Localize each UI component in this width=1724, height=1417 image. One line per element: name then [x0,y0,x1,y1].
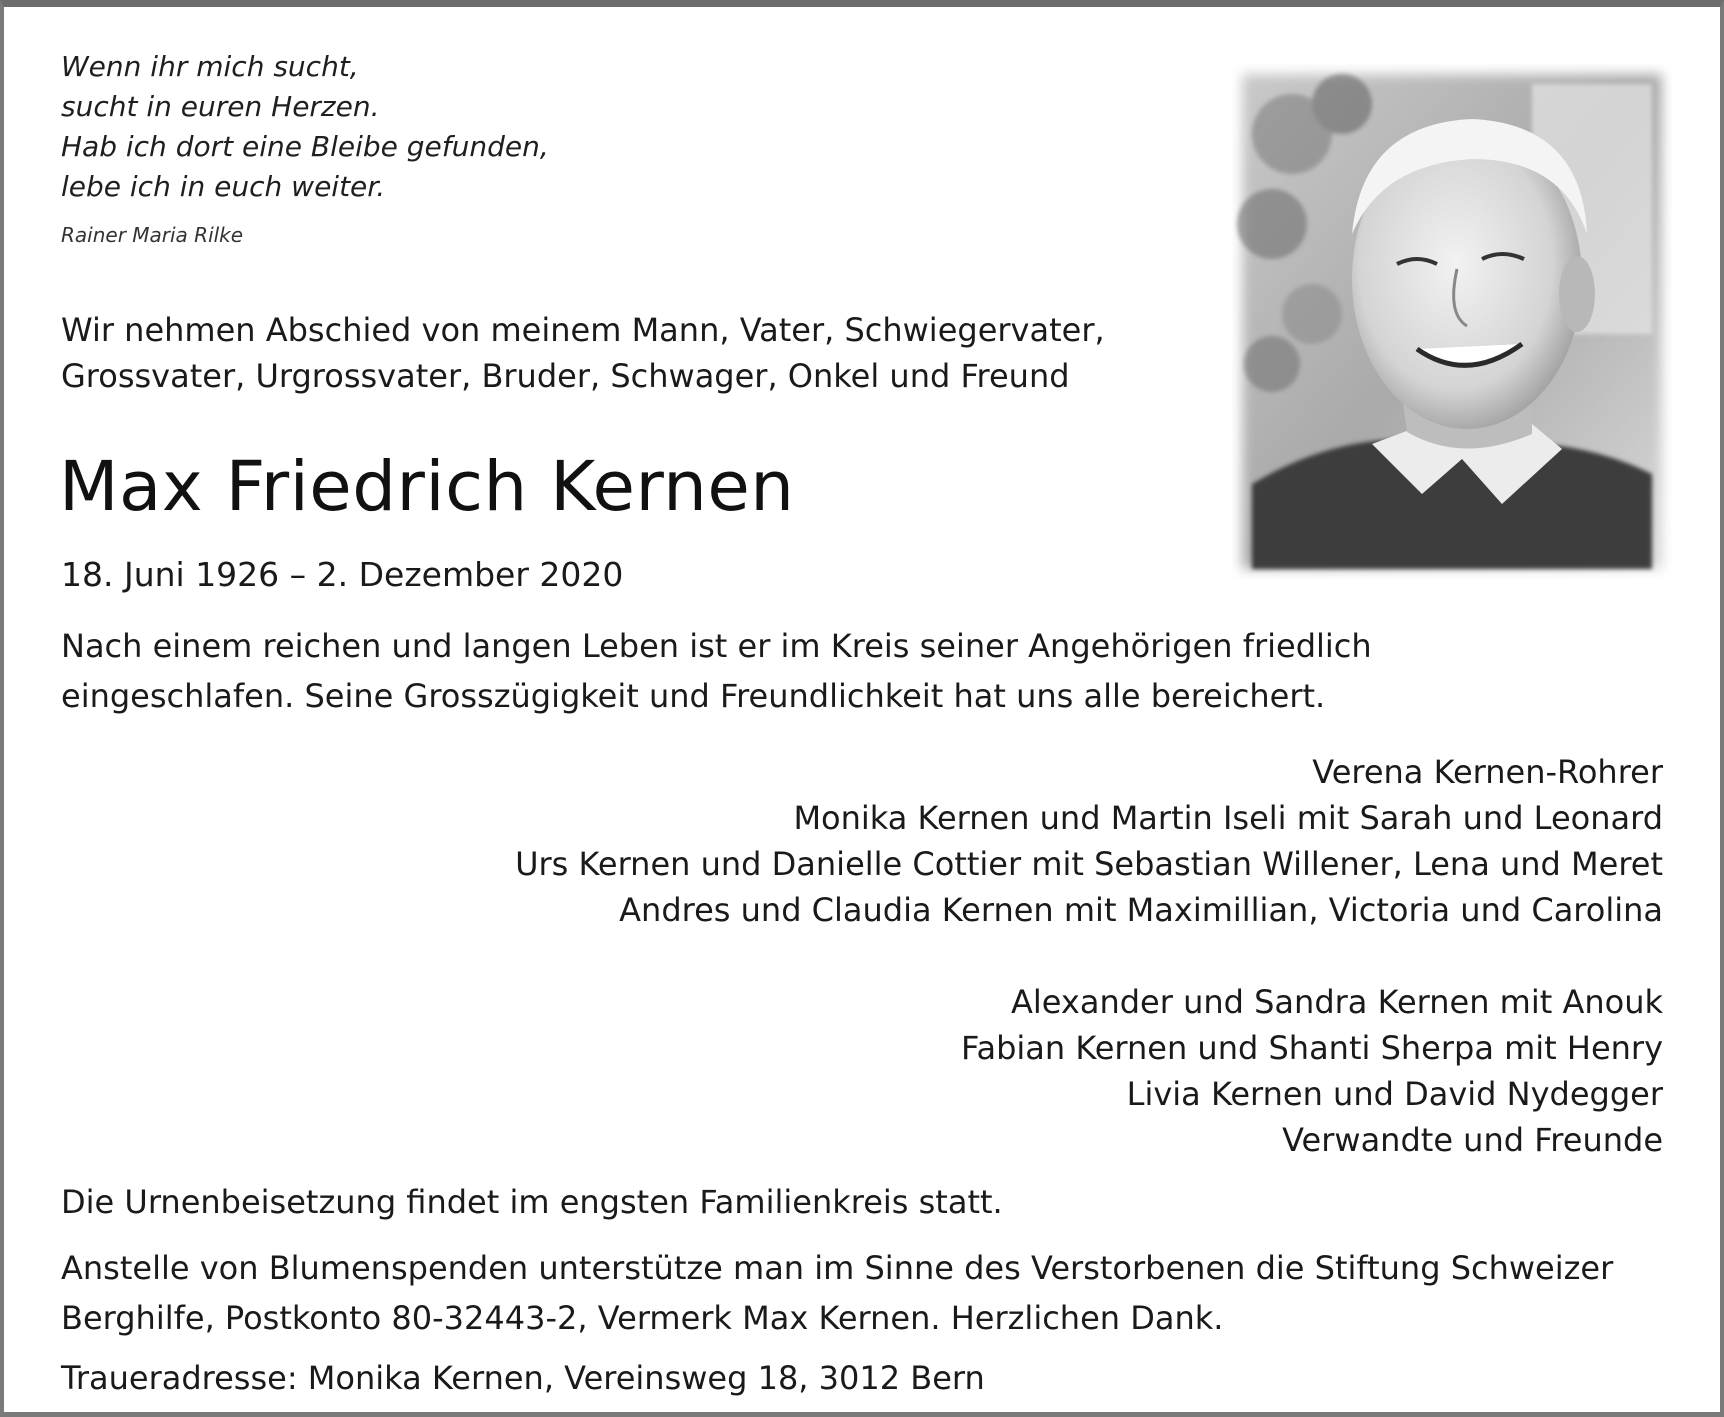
mourner-line: Monika Kernen und Martin Iseli mit Sarah und Leonard [793,799,1663,837]
mourner-line: Andres und Claudia Kernen mit Maximillian, Victoria und Carolina [619,891,1663,929]
body-line: eingeschlafen. Seine Grosszügigkeit und Freundlichkeit hat uns alle bereichert. [61,677,1326,715]
poem-author: Rainer Maria Rilke [61,223,244,247]
mourner-line: Fabian Kernen und Shanti Sherpa mit Henry [960,1029,1663,1067]
mourner-line: Alexander und Sandra Kernen mit Anouk [1011,983,1663,1021]
mourning-address: Traueradresse: Monika Kernen, Vereinsweg 18, 3012 Bern [61,1359,985,1397]
portrait-image [1232,64,1672,579]
body-line: Nach einem reichen und langen Leben ist er im Kreis seiner Angehörigen friedlich [61,627,1372,665]
burial-notice: Die Urnenbeisetzung findet im engsten Familienkreis statt. [61,1183,1003,1221]
poem-line: lebe ich in euch weiter. [61,170,386,203]
donation-line: Anstelle von Blumenspenden unterstütze man im Sinne des Verstorbenen die Stiftung Schweizer [61,1249,1614,1287]
life-dates: 18. Juni 1926 – 2. Dezember 2020 [61,555,624,594]
donation-notice [61,1243,1613,1343]
portrait-photo [1232,64,1672,579]
mourners-list [515,749,1663,1163]
intro-text [61,307,1105,399]
poem [61,47,549,207]
intro-line: Grossvater, Urgrossvater, Bruder, Schwager, Onkel und Freund [61,357,1070,395]
donation-line: Berghilfe, Postkonto 80-32443-2, Vermerk Max Kernen. Herzlichen Dank. [61,1299,1224,1337]
mourner-line: Verwandte und Freunde [1282,1121,1663,1159]
poem-line: sucht in euren Herzen. [61,90,380,123]
deceased-name: Max Friedrich Kernen [59,447,795,527]
spacer [515,933,1663,979]
intro-line: Wir nehmen Abschied von meinem Mann, Vater, Schwiegervater, [61,311,1105,349]
mourner-line: Livia Kernen und David Nydegger [1126,1075,1663,1113]
poem-line: Wenn ihr mich sucht, [61,50,359,83]
mourner-line: Urs Kernen und Danielle Cottier mit Sebastian Willener, Lena und Meret [515,845,1663,883]
body-text [61,621,1372,721]
poem-line: Hab ich dort eine Bleibe gefunden, [61,130,549,163]
mourner-line: Verena Kernen-Rohrer [1312,753,1663,791]
